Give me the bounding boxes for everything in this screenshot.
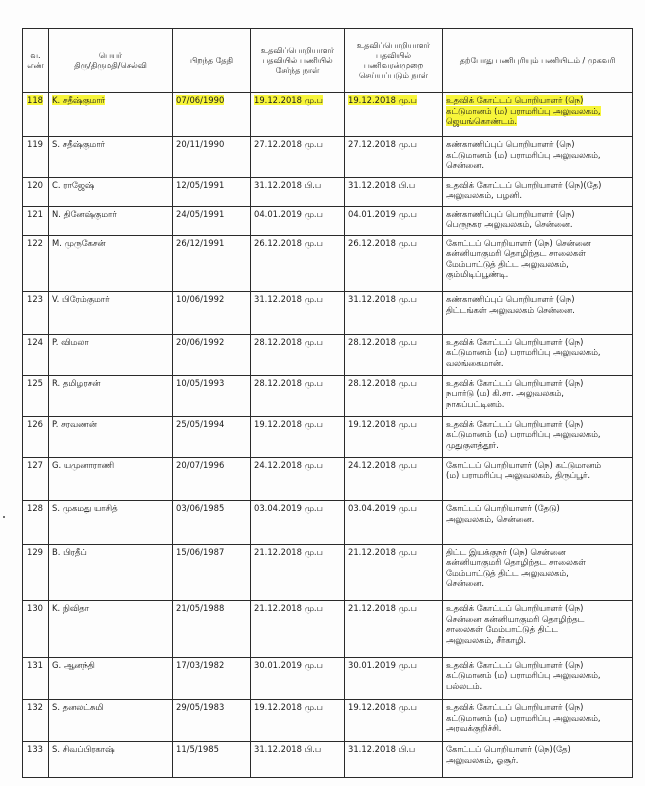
row-sl-number-cell <box>23 235 49 292</box>
col-header-dob: பிறந்த தேதி <box>173 29 251 93</box>
row-regularisation-date-cell <box>345 657 443 699</box>
row-date-of-birth-cell <box>173 93 251 137</box>
row-name: S. தனலட்சுமி <box>52 702 104 713</box>
row-name-cell <box>49 235 173 292</box>
col-header-sl: வ. எண் <box>23 29 49 93</box>
row-sl-number-cell <box>23 601 49 658</box>
row-date-of-birth-cell <box>173 137 251 178</box>
row-name-cell <box>49 457 173 500</box>
row-office: கண்காணிப்புப் பொறியாளர் (நெ) திட்டங்கள் அலுவலகம் சென்னை. <box>446 294 575 315</box>
row-sl-number: 120 <box>27 179 43 190</box>
row-office: உதவிக் கோட்டப் பொறியாளர் (நெ) நபார்டு (ம) கி.சா. அலுவலகம், நாகப்பட்டினம். <box>446 377 584 409</box>
row-office-cell <box>443 416 633 457</box>
row-date-of-birth-cell <box>173 501 251 544</box>
row-name: G. ஆனந்தி <box>52 659 95 670</box>
row-office-cell <box>443 700 633 742</box>
row-regularisation-date-cell <box>345 601 443 658</box>
table-row <box>23 93 633 137</box>
row-name: R. தமிழரசன் <box>52 377 101 388</box>
row-regularisation-date: 28.12.2018 மு.ப <box>348 336 417 347</box>
row-sl-number: 122 <box>27 237 43 248</box>
row-regularisation-date: 21.12.2018 மு.ப <box>348 546 417 557</box>
row-date-of-birth: 25/05/1994 <box>176 418 225 429</box>
row-regularisation-date: 31.12.2018 மு.ப <box>348 294 417 305</box>
row-sl-number: 133 <box>27 744 43 755</box>
row-joining-date: 31.12.2018 பி.ப <box>254 179 322 190</box>
row-date-of-birth: 12/05/1991 <box>176 179 225 190</box>
row-regularisation-date: 19.12.2018 மு.ப <box>348 95 417 105</box>
row-name: S. சதீஷ்குமார் <box>52 139 105 150</box>
row-date-of-birth-cell <box>173 601 251 658</box>
row-regularisation-date-cell <box>345 334 443 375</box>
row-regularisation-date-cell <box>345 742 443 778</box>
row-date-of-birth: 29/05/1983 <box>176 702 225 713</box>
row-joining-date: 27.12.2018 மு.ப <box>254 139 323 150</box>
row-sl-number-cell <box>23 700 49 742</box>
row-regularisation-date-cell <box>345 416 443 457</box>
row-name: B. பிரதீப் <box>52 546 87 557</box>
row-sl-number-cell <box>23 177 49 206</box>
row-date-of-birth: 20/07/1996 <box>176 459 225 470</box>
row-joining-date-cell <box>251 177 345 206</box>
row-sl-number-cell <box>23 544 49 601</box>
row-sl-number: 119 <box>27 139 43 150</box>
row-joining-date: 04.01.2019 மு.ப <box>254 208 323 219</box>
row-joining-date-cell <box>251 416 345 457</box>
row-joining-date: 31.12.2018 பி.ப <box>254 744 322 755</box>
row-office: கோட்டப் பொறியாளர் (தேடு) அலுவலகம், சென்னை. <box>446 503 560 524</box>
row-date-of-birth-cell <box>173 544 251 601</box>
row-joining-date-cell <box>251 206 345 235</box>
row-sl-number: 127 <box>27 459 43 470</box>
row-name-cell <box>49 700 173 742</box>
row-joining-date: 24.12.2018 மு.ப <box>254 459 323 470</box>
row-regularisation-date-cell <box>345 544 443 601</box>
row-office: திட்ட இயக்குநர் (நெ) சென்னை கன்னியாகுமரி தொழிற்தட சாலைகள் மேம்பாட்டுத் திட்ட அலுவலகம், சென்னை. <box>446 546 586 589</box>
row-date-of-birth-cell <box>173 235 251 292</box>
row-name-cell <box>49 137 173 178</box>
row-date-of-birth: 11/5/1985 <box>176 744 219 755</box>
row-joining-date-cell <box>251 742 345 778</box>
row-sl-number-cell <box>23 334 49 375</box>
row-regularisation-date-cell <box>345 206 443 235</box>
row-name-cell <box>49 657 173 699</box>
table-row <box>23 177 633 206</box>
row-name: M. முருகேசன் <box>52 237 106 248</box>
row-joining-date-cell <box>251 334 345 375</box>
table-row <box>23 457 633 500</box>
row-sl-number: 123 <box>27 294 43 305</box>
row-date-of-birth-cell <box>173 334 251 375</box>
row-regularisation-date: 03.04.2019 மு.ப <box>348 503 417 514</box>
row-sl-number: 125 <box>27 377 43 388</box>
row-sl-number-cell <box>23 501 49 544</box>
row-joining-date-cell <box>251 292 345 334</box>
row-regularisation-date-cell <box>345 137 443 178</box>
row-date-of-birth: 26/12/1991 <box>176 237 225 248</box>
row-joining-date-cell <box>251 501 345 544</box>
row-office: கோட்டப் பொறியாளர் (நெ) சென்னை கன்னியாகுமரி தொழிற்தட சாலைகள் மேம்பாட்டுத் திட்ட அலுவலகம், கும்மிடிப்பூண்டி. <box>446 237 591 280</box>
row-office-cell <box>443 93 633 137</box>
table-row <box>23 235 633 292</box>
row-date-of-birth: 10/05/1993 <box>176 377 225 388</box>
table-row <box>23 334 633 375</box>
row-name: P. சரவணன் <box>52 418 97 429</box>
row-joining-date: 19.12.2018 மு.ப <box>254 418 323 429</box>
row-sl-number: 129 <box>27 546 43 557</box>
row-office-cell <box>443 292 633 334</box>
row-office: உதவிக் கோட்டப் பொறியாளர் (நெ) கட்டுமானம் (ம) பராமரிப்பு அலுவலகம், ஜெயங்கொண்டம். <box>446 95 601 126</box>
table-row <box>23 657 633 699</box>
row-date-of-birth-cell <box>173 742 251 778</box>
table-row <box>23 206 633 235</box>
col-header-join: உதவிப்பொறியாளர் பதவியில் பணியில் சேர்ந்த நாள் <box>251 29 345 93</box>
row-office: கோட்டப் பொறியாளர் (நெ) கட்டுமானம் (ம) பராமரிப்பு அலுவலகம், திருப்பூர். <box>446 459 601 481</box>
row-joining-date-cell <box>251 137 345 178</box>
row-date-of-birth-cell <box>173 457 251 500</box>
row-office: உதவிக் கோட்டப் பொறியாளர் (நெ) கட்டுமானம் (ம) பராமரிப்பு அலுவலகம், வலங்கைமான். <box>446 336 601 368</box>
row-sl-number: 121 <box>27 208 43 219</box>
row-sl-number-cell <box>23 93 49 137</box>
row-office: கோட்டப் பொறியாளர் (நெ)(தே) அலுவலகம், ஓசூர். <box>446 744 571 765</box>
row-joining-date: 21.12.2018 மு.ப <box>254 603 323 614</box>
row-joining-date: 31.12.2018 மு.ப <box>254 294 323 305</box>
row-office-cell <box>443 137 633 178</box>
row-office: உதவிக் கோட்டப் பொறியாளர் (நெ)(தே) அலுவலகம், பழனி. <box>446 179 602 201</box>
row-date-of-birth: 03/06/1985 <box>176 503 225 514</box>
table-row <box>23 742 633 778</box>
row-office-cell <box>443 742 633 778</box>
row-office-cell <box>443 334 633 375</box>
row-regularisation-date: 27.12.2018 மு.ப <box>348 139 417 150</box>
row-regularisation-date-cell <box>345 375 443 416</box>
row-office: உதவிக் கோட்டப் பொறியாளர் (நெ) சென்னை கன்னியாகுமரி தொழிற்தட சாலைகள் மேம்பாட்டுத் திட்ட அலுவலகம், சீர்காழி. <box>446 603 585 645</box>
col-header-regularisation: உதவிப்பொறியாளர் பதவியில் பணிவரன்முறை செய்யப்படும் நாள் <box>345 29 443 93</box>
row-name-cell <box>49 742 173 778</box>
row-sl-number-cell <box>23 416 49 457</box>
row-name-cell <box>49 501 173 544</box>
row-office-cell <box>443 235 633 292</box>
table-row <box>23 137 633 178</box>
row-sl-number: 126 <box>27 418 43 429</box>
row-regularisation-date-cell <box>345 177 443 206</box>
row-regularisation-date-cell <box>345 235 443 292</box>
table-row <box>23 601 633 658</box>
row-regularisation-date-cell <box>345 457 443 500</box>
row-regularisation-date-cell <box>345 93 443 137</box>
row-name-cell <box>49 177 173 206</box>
row-regularisation-date-cell <box>345 501 443 544</box>
row-date-of-birth-cell <box>173 292 251 334</box>
row-regularisation-date: 19.12.2018 மு.ப <box>348 702 417 713</box>
row-name: G. யமுனாராணி <box>52 459 114 470</box>
row-joining-date: 28.12.2018 மு.ப <box>254 336 323 347</box>
row-regularisation-date: 31.12.2018 பி.ப <box>348 744 416 755</box>
row-office-cell <box>443 544 633 601</box>
row-joining-date-cell <box>251 93 345 137</box>
row-date-of-birth: 07/06/1990 <box>176 95 225 105</box>
table-header-row <box>23 29 633 93</box>
row-name: N. தினேஷ்குமார் <box>52 208 117 219</box>
row-name: P. விமலா <box>52 336 89 347</box>
table-row <box>23 700 633 742</box>
row-joining-date-cell <box>251 375 345 416</box>
row-date-of-birth-cell <box>173 657 251 699</box>
row-office: உதவிக் கோட்டப் பொறியாளர் (நெ) கட்டுமானம் (ம) பராமரிப்பு அலுவலகம், பல்லடம். <box>446 659 601 691</box>
col-header-name: பெயர் திரு/திருமதி/செல்வி <box>49 29 173 93</box>
table-row <box>23 416 633 457</box>
row-joining-date: 21.12.2018 மு.ப <box>254 546 323 557</box>
table-row <box>23 292 633 334</box>
row-date-of-birth: 20/06/1992 <box>176 336 225 347</box>
row-regularisation-date: 19.12.2018 மு.ப <box>348 418 417 429</box>
row-sl-number: 130 <box>27 603 43 614</box>
row-office: கண்காணிப்புப் பொறியாளர் (நெ) பெருநகர அலுவலகம், சென்னை. <box>446 208 575 230</box>
row-name: C. ராஜேஷ் <box>52 179 95 190</box>
row-sl-number-cell <box>23 375 49 416</box>
row-sl-number: 124 <box>27 336 43 347</box>
row-sl-number-cell <box>23 137 49 178</box>
row-name: S. சிவப்பிரகாஷ் <box>52 744 115 755</box>
seniority-table <box>22 28 633 778</box>
row-office-cell <box>443 601 633 658</box>
row-name-cell <box>49 334 173 375</box>
row-office: கண்காணிப்புப் பொறியாளர் (நெ) கட்டுமானம் (ம) பராமரிப்பு அலுவலகம், சென்னை. <box>446 139 601 171</box>
row-office: உதவிக் கோட்டப் பொறியாளர் (நெ) கட்டுமானம் (ம) பராமரிப்பு அலுவலகம், அரவக்குறிச்சி. <box>446 702 601 734</box>
row-regularisation-date: 21.12.2018 மு.ப <box>348 603 417 614</box>
row-joining-date: 03.04.2019 மு.ப <box>254 503 323 514</box>
row-joining-date: 30.01.2019 மு.ப <box>254 659 323 670</box>
row-date-of-birth-cell <box>173 206 251 235</box>
row-regularisation-date: 04.01.2019 மு.ப <box>348 208 417 219</box>
row-date-of-birth-cell <box>173 375 251 416</box>
row-date-of-birth-cell <box>173 177 251 206</box>
row-regularisation-date: 31.12.2018 பி.ப <box>348 179 416 190</box>
row-office-cell <box>443 501 633 544</box>
row-regularisation-date: 26.12.2018 மு.ப <box>348 237 417 248</box>
row-regularisation-date-cell <box>345 292 443 334</box>
col-header-office: தற்போது பணிபுரியும் பணியிடம் / முகவரி <box>443 29 633 93</box>
row-name: K. நிவிதா <box>52 603 90 614</box>
row-joining-date-cell <box>251 657 345 699</box>
row-joining-date: 26.12.2018 மு.ப <box>254 237 323 248</box>
row-office-cell <box>443 177 633 206</box>
row-name-cell <box>49 93 173 137</box>
table-row <box>23 375 633 416</box>
row-sl-number-cell <box>23 457 49 500</box>
row-office-cell <box>443 457 633 500</box>
row-date-of-birth: 21/05/1988 <box>176 603 225 614</box>
table-row <box>23 501 633 544</box>
row-office-cell <box>443 206 633 235</box>
row-joining-date: 28.12.2018 மு.ப <box>254 377 323 388</box>
row-date-of-birth: 20/11/1990 <box>176 139 225 150</box>
row-office: உதவிக் கோட்டப் பொறியாளர் (நெ) கட்டுமானம் (ம) பராமரிப்பு அலுவலகம், முதுகுளத்தூர். <box>446 418 601 450</box>
row-name: V. பிரேம்குமார் <box>52 294 110 305</box>
row-sl-number: 132 <box>27 702 43 713</box>
row-date-of-birth: 17/03/1982 <box>176 659 225 670</box>
row-office-cell <box>443 375 633 416</box>
row-name-cell <box>49 601 173 658</box>
row-regularisation-date-cell <box>345 700 443 742</box>
row-date-of-birth-cell <box>173 416 251 457</box>
row-name: S. முகமது யாசித் <box>52 503 118 514</box>
table-row <box>23 544 633 601</box>
row-joining-date: 19.12.2018 மு.ப <box>254 702 323 713</box>
row-name-cell <box>49 544 173 601</box>
row-sl-number-cell <box>23 206 49 235</box>
row-joining-date-cell <box>251 700 345 742</box>
row-sl-number: 128 <box>27 503 43 514</box>
row-date-of-birth: 24/05/1991 <box>176 208 225 219</box>
row-name-cell <box>49 416 173 457</box>
row-name-cell <box>49 206 173 235</box>
row-regularisation-date: 30.01.2019 மு.ப <box>348 659 417 670</box>
row-regularisation-date: 28.12.2018 மு.ப <box>348 377 417 388</box>
scan-speck <box>3 516 5 518</box>
row-date-of-birth: 10/06/1992 <box>176 294 225 305</box>
row-sl-number-cell <box>23 292 49 334</box>
row-regularisation-date: 24.12.2018 மு.ப <box>348 459 417 470</box>
row-date-of-birth-cell <box>173 700 251 742</box>
row-joining-date-cell <box>251 601 345 658</box>
row-sl-number: 131 <box>27 659 43 670</box>
row-sl-number-cell <box>23 742 49 778</box>
row-name-cell <box>49 375 173 416</box>
row-name: K. சதீஷ்குமார் <box>52 95 106 105</box>
row-joining-date-cell <box>251 457 345 500</box>
row-joining-date-cell <box>251 544 345 601</box>
row-joining-date-cell <box>251 235 345 292</box>
row-sl-number: 118 <box>27 95 43 105</box>
row-joining-date: 19.12.2018 மு.ப <box>254 95 323 105</box>
row-office-cell <box>443 657 633 699</box>
row-name-cell <box>49 292 173 334</box>
row-date-of-birth: 15/06/1987 <box>176 546 225 557</box>
row-sl-number-cell <box>23 657 49 699</box>
